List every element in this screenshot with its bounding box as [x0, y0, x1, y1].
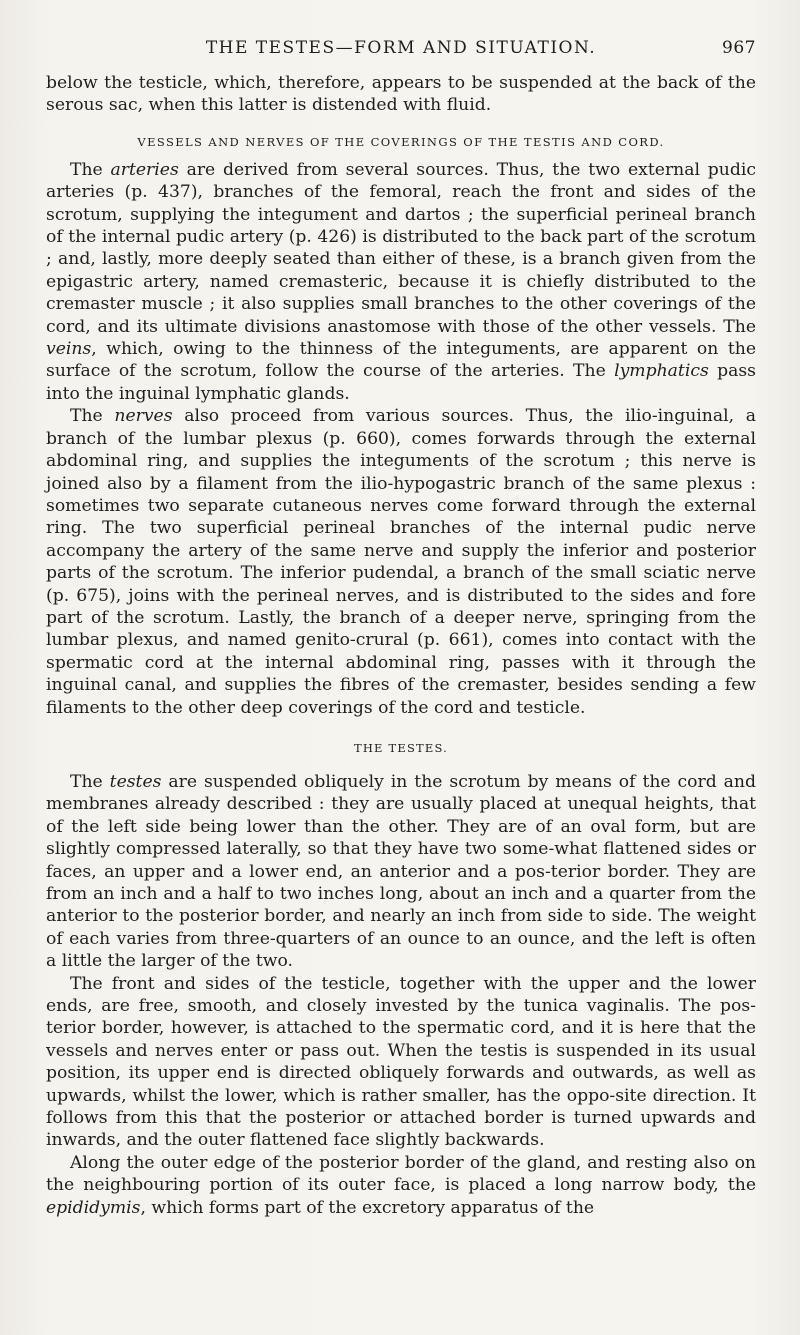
testes-paragraph-2: The front and sides of the testicle, together with the upper and the lower ends, are free, smooth, and closely invested by the tunica vaginalis. The pos-terior border, however, is attached to the spermatic cord, and it is here that the vessels and nerves enter or pass out. When the testis is suspended in its usual position, its upper end is directed obliquely forwards and outwards, as well as upwards, whilst the lower, which is rather smaller, has the oppo-site direction. It follows from this that the posterior or attached border is turned upwards and inwards, and the outer flattened face slightly backwards.	[46, 973, 756, 1151]
testes-paragraph-3: Along the outer edge of the posterior border of the gland, and resting also on the neighbouring portion of its outer face, is placed a long narrow body, the epididymis, which forms part of the excretory apparatus of the	[46, 1152, 756, 1218]
arteries-paragraph: The arteries are derived from several sources. Thus, the two external pudic arteries (p. 437), branches of the femoral, reach the front and sides of the scrotum, supplying the integument and dartos ; the superficial perineal branch of the internal pudic artery (p. 426) is distributed to the back part of the scrotum ; and, lastly, more deeply seated than either of these, is a branch given from the epigastric artery, named cremasteric, because it is chiefly distributed to the cremaster muscle ; it also supplies small branches to the other coverings of the cord, and its ultimate divisions anastomose with those of the other vessels. The veins, which, owing to the thinness of the integuments, are apparent on the surface of the scrotum, follow the course of the arteries. The lymphatics pass into the inguinal lymphatic glands.	[46, 159, 756, 404]
intro-paragraph: below the testicle, which, therefore, appears to be suspended at the back of the serous sac, when this latter is distended with fluid.	[46, 73, 756, 116]
running-title: THE TESTES—FORM AND SITUATION.	[205, 38, 597, 58]
page-number: 967	[722, 38, 756, 58]
section-heading-testes: THE TESTES.	[353, 740, 449, 755]
term-lymphatics: lymphatics	[614, 361, 709, 382]
nerves-paragraph: The nerves also proceed from various sources. Thus, the ilio-inguinal, a branch of the lumbar plexus (p. 660), comes forwards through the external abdominal ring, and supplies the integuments of the scrotum ; this nerve is joined also by a filament from the ilio-hypogastric branch of the same plexus : sometimes two separate cutaneous nerves come forward through the external ring. The two superficial perineal branches of the internal pudic nerve accompany the artery of the same nerve and supply the inferior and posterior parts of the scrotum. The inferior pudendal, a branch of the small sciatic nerve (p. 675), joins with the perineal nerves, and is distributed to the sides and fore part of the scrotum. Lastly, the branch of a deeper nerve, springing from the lumbar plexus, and named genito-crural (p. 661), comes into contact with the spermatic cord at the internal abdominal ring, passes with it through the inguinal canal, and supplies the fibres of the cremaster, besides sending a few filaments to the other deep coverings of the cord and testicle.	[46, 406, 756, 718]
term-veins: veins	[46, 339, 92, 360]
running-head	[46, 38, 756, 72]
term-testes: testes	[109, 771, 162, 792]
term-arteries: arteries	[110, 159, 179, 180]
term-nerves: nerves	[114, 406, 173, 427]
testes-paragraph-1: The testes are suspended obliquely in the scrotum by means of the cord and membranes already described : they are usually placed at unequal heights, that of the left side being lower than the other. They are of an oval form, but are slightly compressed laterally, so that they have two some-what flattened sides or faces, an upper and a lower end, an anterior and a pos-terior border. They are from an inch and a half to two inches long, about an inch and a quarter from the anterior to the posterior border, and nearly an inch from side to side. The weight of each varies from three-quarters of an ounce to an ounce, and the left is often a little the larger of the two.	[46, 771, 756, 972]
term-epididymis: epididymis	[46, 1197, 141, 1218]
section-heading-vessels: VESSELS AND NERVES OF THE COVERINGS OF THE TESTIS AND CORD.	[137, 134, 665, 149]
